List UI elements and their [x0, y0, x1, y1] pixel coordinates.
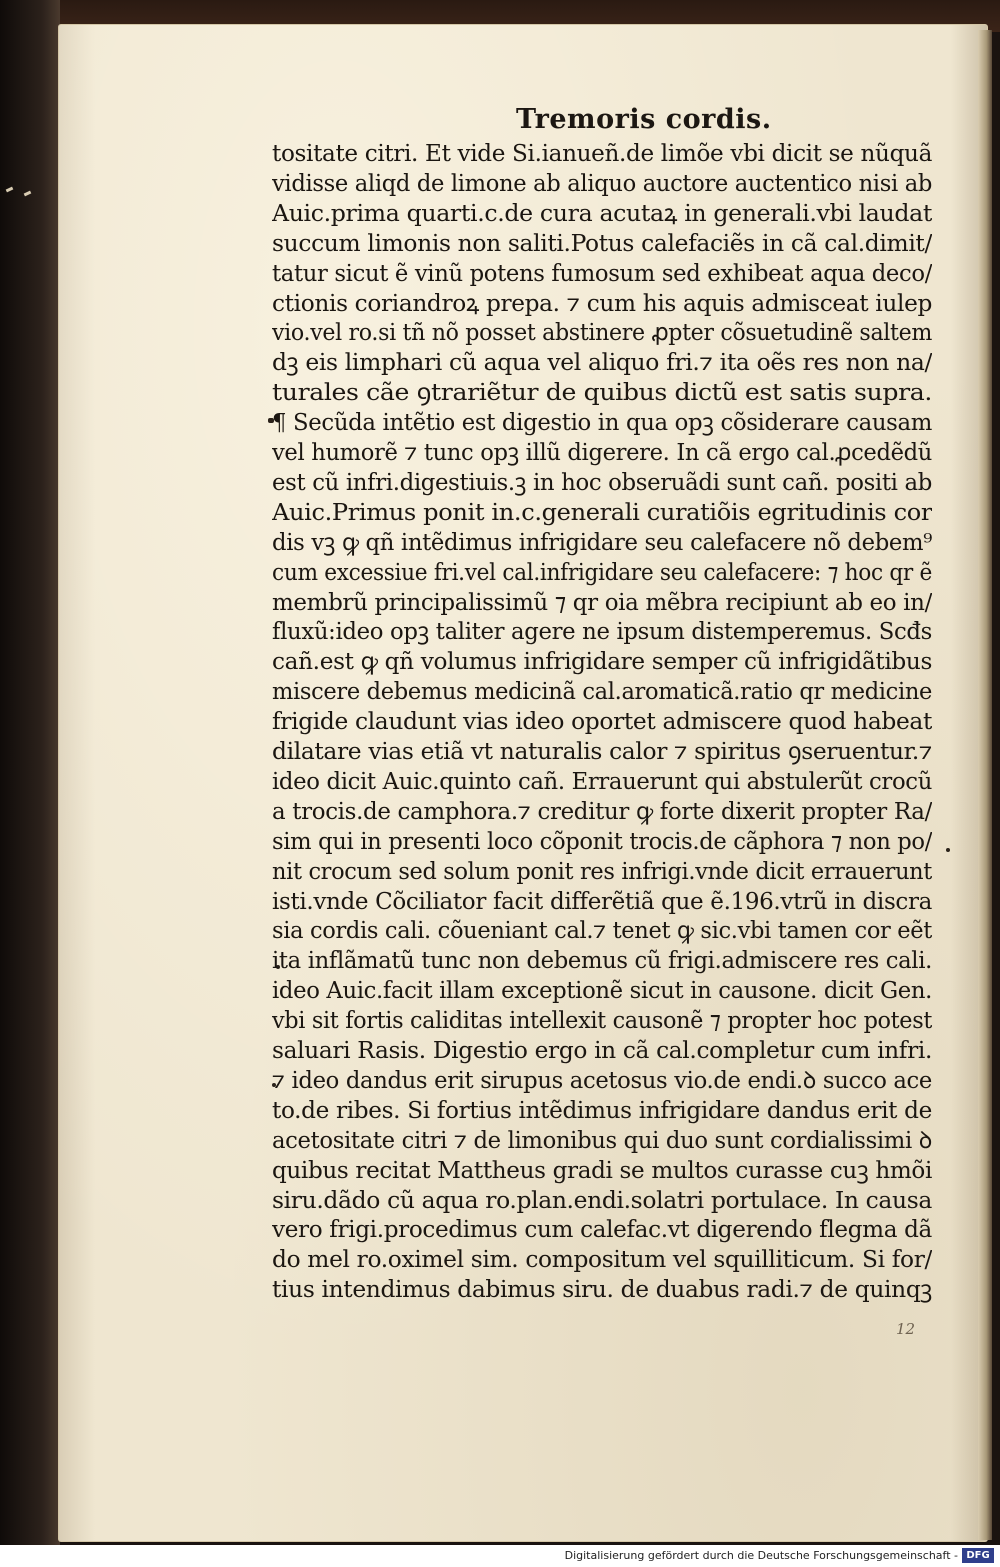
text-line: sia cordis cali. cõueniant cal.⁊ tenet ꝙ sic.vbi tamen cor eẽt	[272, 916, 932, 945]
running-head: Tremoris cordis.	[516, 104, 772, 135]
text-line: ctionis coriandroꝝ prepa. ⁊ cum his aquis admisceat iulep	[272, 288, 932, 317]
text-line: to.de ribes. Si fortius intẽdimus infrigidare dandus erit de	[272, 1095, 932, 1124]
digitization-footer	[0, 1545, 1000, 1567]
text-line: siru.dãdo cũ aqua ro.plan.endi.solatri portulace. In causa	[272, 1185, 932, 1214]
text-line: membrũ principalissimũ ⁊ qr oia mẽbra recipiunt ab eo in/	[272, 587, 932, 616]
text-line: nit crocum sed solum ponit res infrigi.vnde dicit errauerunt	[272, 856, 932, 885]
text-line: ⁊ ideo dandus erit sirupus acetosus vio.de endi.ꝺ succo ace	[272, 1065, 932, 1094]
text-line: vidisse aliqd de limone ab aliquo auctore auctentico nisi ab	[272, 168, 932, 197]
text-line: vbi sit fortis caliditas intellexit causonẽ ⁊ propter hoc potest	[272, 1006, 932, 1035]
text-line: ideo Auic.facit illam exceptionẽ sicut in causone. dicit Gen.	[272, 976, 932, 1005]
text-line: dis vꝫ ꝙ qñ intẽdimus infrigidare seu calefacere nõ debem⁹	[272, 527, 932, 556]
text-line: frigide claudunt vias ideo oportet admiscere quod habeat	[272, 707, 932, 736]
text-line: acetositate citri ⁊ de limonibus qui duo sunt cordialissimi ꝺ	[272, 1125, 932, 1154]
text-line: ita inflãmatũ tunc non debemus cũ frigi.admiscere res cali.	[272, 946, 932, 975]
text-line: turales cãe ꝯtrariẽtur de quibus dictũ est satis supra.	[272, 378, 932, 407]
text-line: tius intendimus dabimus siru. de duabus radi.⁊ de quinqꝫ	[272, 1275, 932, 1304]
body-text-column	[272, 138, 932, 1328]
text-line: isti.vnde Cõciliator facit differẽtiã que ẽ.196.vtrũ in discra	[272, 886, 932, 915]
text-line: dꝫ eis limphari cũ aqua vel aliquo fri.⁊ ita oẽs res non na/	[272, 348, 932, 377]
folio-number: 12	[896, 1320, 916, 1338]
text-line: tatur sicut ẽ vinũ potens fumosum sed exhibeat aqua deco/	[272, 258, 932, 287]
book-spine-edge	[0, 0, 60, 1545]
text-line: cum excessiue fri.vel cal.infrigidare seu calefacere: ⁊ hoc qr ẽ	[272, 557, 932, 586]
text-line: do mel ro.oximel sim. compositum vel squilliticum. Si for/	[272, 1245, 932, 1274]
text-line: vero frigi.procedimus cum calefac.vt digerendo flegma dã	[272, 1215, 932, 1244]
text-line: dilatare vias etiã vt naturalis calor ⁊ spiritus ꝯseruentur.⁊	[272, 737, 932, 765]
funding-notice: Digitalisierung gefördert durch die Deutsche Forschungsgemeinschaft -	[564, 1549, 958, 1562]
text-line: miscere debemus medicinã cal.aromaticã.ratio qr medicine	[272, 677, 932, 706]
text-line: tositate citri. Et vide Si.ianueñ.de limõe vbi dicit se nũquã	[272, 139, 932, 167]
text-line: cañ.est ꝙ qñ volumus infrigidare semper cũ infrigidãtibus	[272, 647, 932, 676]
page-right-edge	[978, 30, 992, 1540]
text-line: ideo dicit Auic.quinto cañ. Errauerunt qui abstulerũt crocũ	[272, 766, 932, 795]
text-line: sim qui in presenti loco cõponit trocis.de cãphora ⁊ non po/	[272, 826, 932, 855]
text-line: a trocis.de camphora.⁊ creditur ꝙ forte dixerit propter Ra/	[272, 796, 932, 825]
text-line: Auic.prima quarti.c.de cura acutaꝝ in generali.vbi laudat	[272, 198, 932, 227]
text-line: saluari Rasis. Digestio ergo in cã cal.completur cum infri.	[272, 1036, 932, 1064]
ruler-tick-marks	[4, 186, 44, 226]
text-line: fluxũ:ideo opꝫ taliter agere ne ipsum distemperemus. Scđs	[272, 617, 932, 646]
text-line: ¶ Secũda intẽtio est digestio in qua opꝫ cõsiderare causam	[272, 408, 932, 437]
text-line: Auic.Primus ponit in.c.generali curatiõis egritudinis cor	[272, 497, 932, 526]
text-line: succum limonis non saliti.Potus calefaciẽs in cã cal.dimit/	[272, 228, 932, 257]
margin-dot	[946, 848, 950, 852]
text-line: vel humorẽ ⁊ tunc opꝫ illũ digerere. In cã ergo cal.ꝓcedẽdũ	[272, 438, 932, 466]
text-line: quibus recitat Mattheus gradi se multos curasse cuꝫ hmõi	[272, 1155, 932, 1184]
dfg-logo: DFG	[962, 1548, 994, 1563]
text-line: est cũ infri.digestiuis.ꝫ in hoc obseruãdi sunt cañ. positi ab	[272, 467, 932, 496]
text-line: vio.vel ro.si tñ nõ posset abstinere ꝓpter cõsuetudinẽ saltem	[272, 318, 932, 347]
